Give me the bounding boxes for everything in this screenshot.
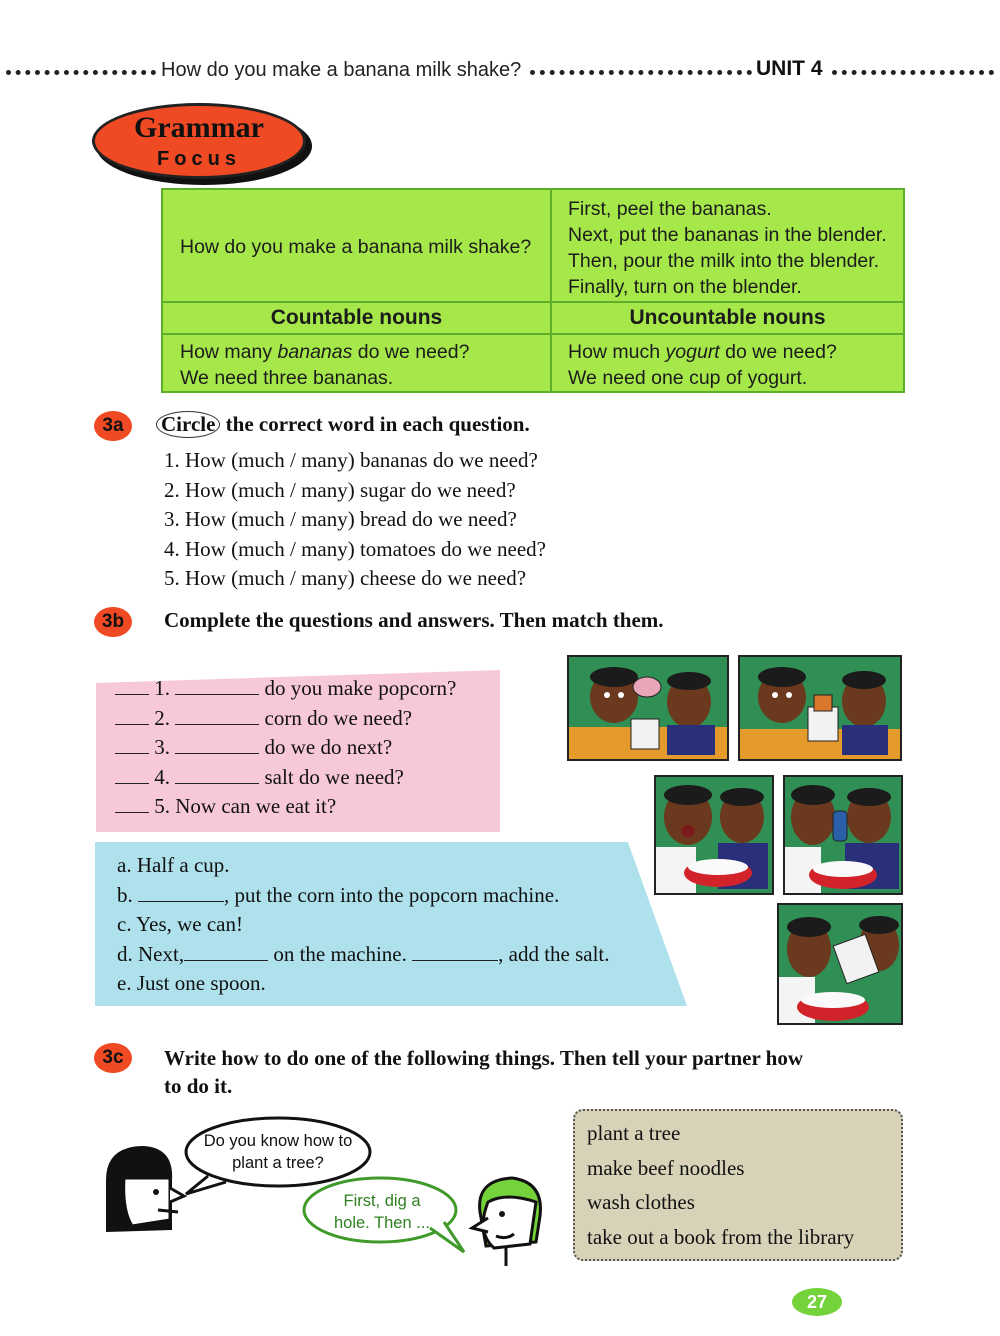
answer-d	[117, 940, 610, 970]
option-item: wash clothes	[587, 1190, 695, 1214]
section-3b-badge: 3b	[94, 607, 132, 637]
match-blank[interactable]	[115, 765, 149, 784]
comic-panel-1	[567, 655, 729, 761]
fill-blank[interactable]	[175, 735, 259, 754]
header-dots-right	[832, 70, 994, 75]
option-item: plant a tree	[587, 1121, 681, 1145]
comic-panel-4	[783, 775, 903, 895]
fill-blank[interactable]	[412, 942, 498, 961]
question-row	[115, 674, 456, 704]
section-3a-badge: 3a	[94, 411, 132, 441]
uncountable-noun: yogurt	[665, 341, 720, 363]
match-blank[interactable]	[115, 706, 149, 725]
uncountable-answer: We need one cup of yogurt.	[568, 367, 808, 389]
circle-word: Circle	[156, 411, 220, 438]
answer-text: Just one spoon.	[136, 971, 266, 996]
answer-a	[117, 851, 610, 881]
option-item: make beef noodles	[587, 1155, 745, 1180]
question-text: do we do next?	[264, 735, 393, 760]
answer-letter: a.	[117, 853, 132, 877]
question-number: 1.	[154, 676, 170, 700]
question-item[interactable]: 1. How (much / many) bananas do we need?	[164, 448, 538, 472]
girl-avatar	[92, 1140, 192, 1240]
uncountable-heading: Uncountable nouns	[629, 306, 826, 329]
step-1: First, peel the bananas.	[568, 198, 772, 220]
question-row	[115, 704, 456, 734]
comic-illustration	[779, 905, 901, 1023]
bubble-girl-text	[190, 1130, 366, 1174]
option-item: take out a book from the library	[587, 1224, 855, 1249]
table-divider-2	[163, 333, 903, 335]
countable-question	[180, 339, 469, 365]
header-title: How do you make a banana milk shake?	[158, 59, 524, 82]
countable-q-after: do we need?	[352, 341, 470, 363]
answer-text: Next,	[138, 941, 185, 966]
uncountable-example	[568, 339, 837, 391]
instruction-text: the correct word in each question.	[220, 412, 530, 436]
question-item[interactable]: 4. How (much / many) tomatoes do we need?	[164, 536, 546, 561]
question-row	[115, 792, 456, 822]
answer-letter: b.	[117, 882, 133, 907]
section-3c-badge: 3c	[94, 1043, 132, 1073]
section-3b-answers	[117, 851, 610, 999]
instruction-line-1: Write how to do one of the following things. Then tell your partner how	[164, 1046, 803, 1070]
countable-q-before: How many	[180, 341, 278, 363]
answer-text: , put the corn into the popcorn machine.	[224, 882, 560, 907]
focus-subtitle: Focus	[157, 148, 241, 170]
countable-heading: Countable nouns	[270, 306, 443, 329]
question-item[interactable]: 5. How (much / many) cheese do we need?	[164, 566, 527, 591]
fill-blank[interactable]	[175, 706, 259, 725]
comic-illustration	[785, 777, 901, 893]
section-3c-instruction	[164, 1044, 803, 1100]
answer-c	[117, 910, 610, 940]
question-text: salt do we need?	[264, 764, 404, 789]
question-text: do you make popcorn?	[264, 676, 457, 700]
answer-letter: d.	[117, 941, 133, 966]
step-3: Then, pour the milk into the blender.	[568, 250, 880, 272]
grammar-question: How do you make a banana milk shake?	[180, 236, 532, 258]
match-blank[interactable]	[115, 676, 149, 695]
comic-illustration	[656, 777, 772, 893]
answer-letter: e.	[117, 971, 132, 996]
answer-e	[117, 969, 610, 999]
question-number: 3.	[154, 735, 170, 760]
uncountable-q-after: do we need?	[719, 341, 837, 363]
page-number: 27	[792, 1288, 842, 1316]
uncountable-question	[568, 339, 837, 365]
answer-text: Half a cup.	[136, 853, 230, 877]
instruction-line-2: to do it.	[164, 1074, 233, 1098]
bubble-line: hole. Then ...	[333, 1214, 430, 1232]
match-blank[interactable]	[115, 794, 149, 813]
step-4: Finally, turn on the blender.	[568, 276, 802, 298]
question-number: 4.	[154, 764, 170, 789]
task-options-box	[573, 1109, 903, 1261]
section-3a-instruction	[160, 411, 530, 438]
answer-text: on the machine.	[273, 941, 407, 966]
page-header	[0, 54, 1000, 88]
question-text: corn do we need?	[264, 705, 413, 730]
boy-avatar	[466, 1172, 550, 1268]
bubble-line: Do you know how to	[203, 1132, 353, 1150]
question-item[interactable]: 3. How (much / many) bread do we need?	[164, 507, 517, 532]
answer-letter: c.	[117, 912, 132, 937]
section-3b-questions	[115, 674, 456, 822]
unit-label: UNIT 4	[753, 57, 826, 81]
comic-illustration	[740, 657, 900, 759]
grammar-focus-badge	[92, 103, 318, 187]
section-3a-questions	[164, 446, 546, 594]
bubble-line: plant a tree?	[232, 1154, 324, 1172]
fill-blank[interactable]	[175, 676, 259, 695]
table-divider-1	[163, 301, 903, 303]
question-item[interactable]: 2. How (much / many) sugar do we need?	[164, 477, 516, 502]
grammar-steps	[568, 196, 887, 300]
table-divider-vertical	[550, 190, 552, 391]
answer-b	[117, 881, 610, 911]
question-number: 2.	[154, 705, 170, 730]
fill-blank[interactable]	[175, 765, 259, 784]
header-dots-middle	[530, 70, 752, 75]
bubble-boy-text	[312, 1190, 452, 1234]
uncountable-q-before: How much	[568, 341, 666, 363]
comic-panel-3	[654, 775, 774, 895]
comic-panel-2	[738, 655, 902, 761]
comic-panel-5	[777, 903, 903, 1025]
question-text: Now can we eat it?	[175, 794, 337, 819]
comic-illustration	[569, 657, 727, 759]
grammar-table	[161, 188, 905, 393]
question-number: 5.	[154, 794, 170, 819]
question-row	[115, 733, 456, 763]
bubble-line: First, dig a	[343, 1192, 421, 1210]
grammar-title: Grammar	[134, 111, 264, 144]
question-row	[115, 763, 456, 793]
answer-text: , add the salt.	[498, 941, 610, 966]
match-blank[interactable]	[115, 735, 149, 754]
fill-blank[interactable]	[138, 883, 224, 902]
fill-blank[interactable]	[184, 942, 268, 961]
countable-example	[180, 339, 469, 391]
section-3b-instruction: Complete the questions and answers. Then match them.	[164, 608, 664, 632]
countable-noun: bananas	[277, 341, 353, 363]
step-2: Next, put the bananas in the blender.	[568, 224, 887, 246]
header-dots-left	[6, 70, 156, 75]
answer-text: Yes, we can!	[136, 912, 243, 937]
countable-answer: We need three bananas.	[180, 367, 394, 389]
